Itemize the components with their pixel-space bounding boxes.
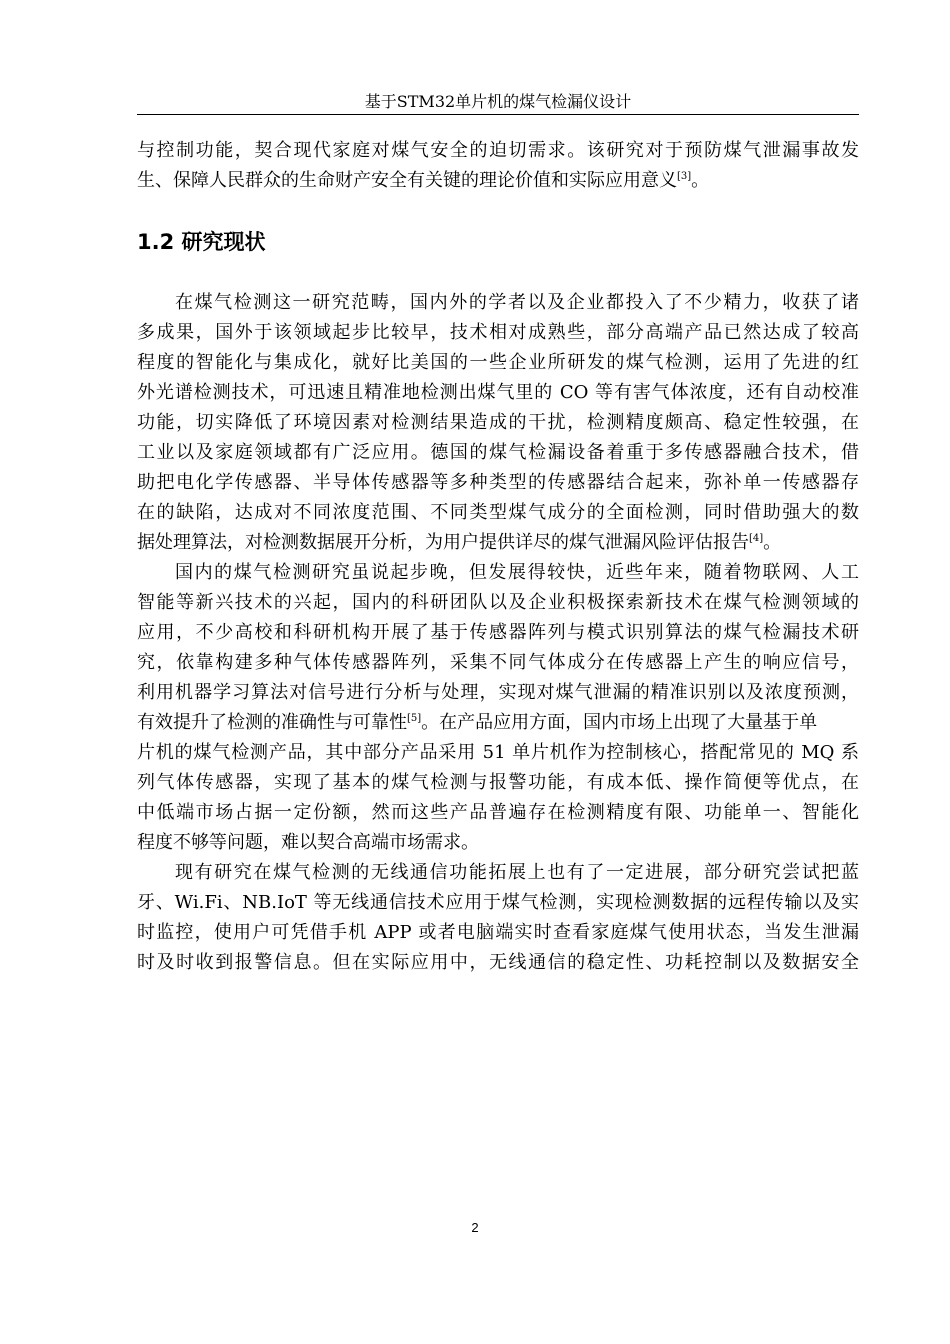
paragraph-line	[137, 528, 859, 558]
paragraph-line: 在煤气检测这一研究范畴，国内外的学者以及企业都投入了不少精力，收获了诸	[175, 292, 859, 313]
paragraph-line: 时监控，使用户可凭借手机 APP 或者电脑端实时查看家庭煤气使用状态，当发生泄漏	[137, 922, 859, 943]
paragraph-line: 现有研究在煤气检测的无线通信功能拓展上也有了一定进展，部分研究尝试把蓝	[175, 862, 859, 883]
paragraph-line: 牙、Wi.Fi、NB.IoT 等无线通信技术应用于煤气检测，实现检测数据的远程传输以及实	[137, 892, 859, 913]
paragraph-line: 程度的智能化与集成化，就好比美国的一些企业所研发的煤气检测，运用了先进的红	[137, 352, 859, 373]
paragraph-line: 助把电化学传感器、半导体传感器等多种类型的传感器结合起来，弥补单一传感器存	[137, 472, 859, 493]
paragraph-line: 在的缺陷，达成对不同浓度范围、不同类型煤气成分的全面检测，同时借助强大的数	[137, 502, 859, 523]
paragraph-line-text: 据处理算法，对检测数据展开分析，为用户提供详尽的煤气泄漏风险评估报告	[137, 532, 749, 553]
header-divider	[137, 114, 859, 115]
paragraph-line-text: 有效提升了检测的准确性与可靠性	[137, 712, 407, 733]
paragraph-line: 国内的煤气检测研究虽说起步晚，但发展得较快，近些年来，随着物联网、人工	[175, 562, 859, 583]
intro-line	[137, 166, 859, 196]
paragraph-line	[137, 708, 859, 738]
document-body	[137, 136, 859, 978]
paragraph-line: 应用，不少高校和科研机构开展了基于传感器阵列与模式识别算法的煤气检漏技术研	[137, 622, 859, 643]
paragraph-line: 程度不够等问题，难以契合高端市场需求。	[137, 832, 479, 853]
paragraph-line-text: 。在产品应用方面，国内市场上出现了大量基于单	[421, 712, 818, 733]
citation: [3]	[677, 171, 692, 182]
paragraph-line: 外光谱检测技术，可迅速且精准地检测出煤气里的 CO 等有害气体浓度，还有自动校准	[137, 382, 859, 403]
page-number: 2	[471, 1220, 479, 1235]
paragraph-line: 究，依靠构建多种气体传感器阵列，采集不同气体成分在传感器上产生的响应信号，	[137, 652, 859, 673]
paragraph-line: 列气体传感器，实现了基本的煤气检测与报警功能，有成本低、操作简便等优点，在	[137, 772, 859, 793]
paragraph-line: 智能等新兴技术的兴起，国内的科研团队以及企业积极探索新技术在煤气检测领域的	[137, 592, 859, 613]
paragraph-line: 多成果，国外于该领域起步比较早，技术相对成熟些，部分高端产品已然达成了较高	[137, 322, 859, 343]
running-header: 基于STM32单片机的煤气检漏仪设计	[364, 92, 632, 111]
paragraph-line: 利用机器学习算法对信号进行分析与处理，实现对煤气泄漏的精准识别以及浓度预测，	[137, 682, 859, 703]
intro-line: 与控制功能，契合现代家庭对煤气安全的迫切需求。该研究对于预防煤气泄漏事故发	[137, 140, 859, 161]
paragraph-line: 时及时收到报警信息。但在实际应用中，无线通信的稳定性、功耗控制以及数据安全	[137, 952, 859, 973]
paragraph-line: 中低端市场占据一定份额，然而这些产品普遍存在检测精度有限、功能单一、智能化	[137, 802, 859, 823]
paragraph-line-end: 。	[763, 532, 782, 553]
intro-line-end: 。	[691, 170, 710, 191]
section-heading: 1.2 研究现状	[137, 230, 266, 254]
citation: [5]	[407, 713, 422, 724]
paragraph-line: 功能，切实降低了环境因素对检测结果造成的干扰，检测精度颇高、稳定性较强，在	[137, 412, 859, 433]
paragraph-line: 片机的煤气检测产品，其中部分产品采用 51 单片机作为控制核心，搭配常见的 MQ 系	[137, 742, 859, 763]
intro-line-text: 生、保障人民群众的生命财产安全有关键的理论价值和实际应用意义	[137, 170, 677, 191]
citation: [4]	[749, 533, 764, 544]
paragraph-line: 工业以及家庭领域都有广泛应用。德国的煤气检漏设备着重于多传感器融合技术，借	[137, 442, 859, 463]
